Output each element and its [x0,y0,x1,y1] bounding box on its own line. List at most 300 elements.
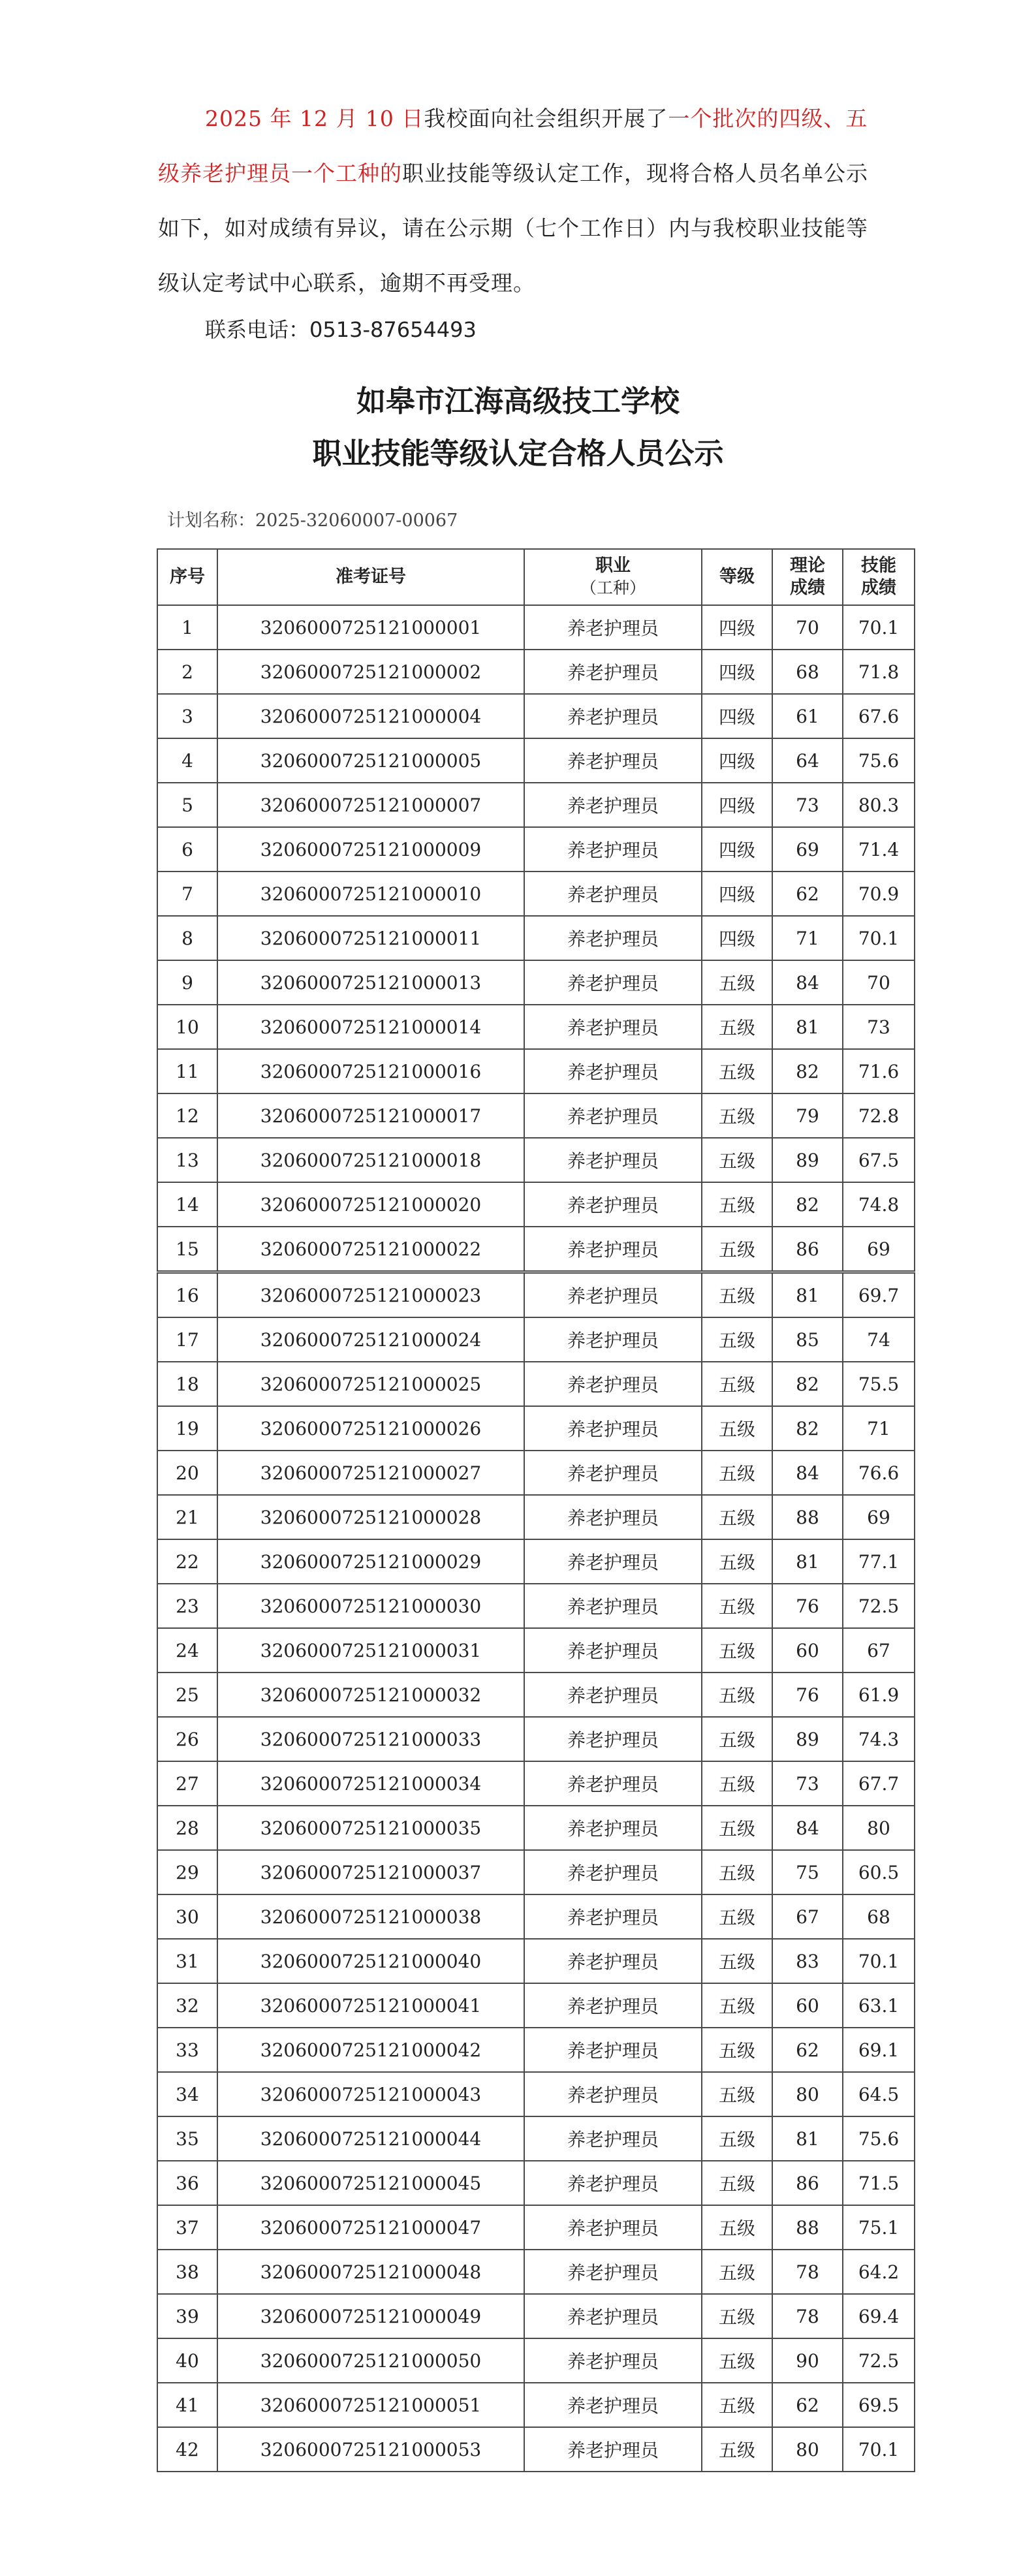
cell-job: 养老护理员 [524,1539,702,1584]
cell-no: 31 [157,1939,217,1983]
cell-theory: 83 [772,1939,843,1983]
cell-exam-id: 3206000725121000030 [217,1584,524,1628]
cell-theory: 60 [772,1983,843,2028]
notice-date: 2025 年 12 月 10 日 [205,106,424,131]
cell-no: 9 [157,960,217,1005]
table-header-row [157,549,915,605]
cell-job: 养老护理员 [524,1628,702,1673]
results-table [157,548,915,2472]
cell-level: 四级 [702,783,772,827]
contact-phone: 联系电话：0513-87654493 [205,317,477,342]
cell-level: 五级 [702,2161,772,2205]
cell-level: 五级 [702,1362,772,1406]
cell-no: 32 [157,1983,217,2028]
cell-theory: 78 [772,2250,843,2294]
cell-exam-id: 3206000725121000041 [217,1983,524,2028]
cell-theory: 84 [772,1451,843,1495]
cell-job: 养老护理员 [524,1850,702,1894]
cell-exam-id: 3206000725121000023 [217,1272,524,1318]
cell-job: 养老护理员 [524,1495,702,1539]
cell-exam-id: 3206000725121000009 [217,827,524,872]
cell-no: 16 [157,1272,217,1318]
cell-level: 五级 [702,2072,772,2116]
cell-job: 养老护理员 [524,1227,702,1272]
table-row [157,2294,915,2338]
cell-job: 养老护理员 [524,1317,702,1362]
cell-exam-id: 3206000725121000010 [217,872,524,916]
cell-skill: 67 [843,1628,915,1673]
cell-theory: 64 [772,738,843,783]
col-header-no: 序号 [157,549,217,605]
cell-theory: 80 [772,2072,843,2116]
table-row [157,1138,915,1182]
cell-skill: 69.7 [843,1272,915,1318]
cell-level: 五级 [702,1495,772,1539]
cell-exam-id: 3206000725121000049 [217,2294,524,2338]
cell-theory: 73 [772,783,843,827]
cell-level: 五级 [702,1272,772,1318]
table-row [157,1673,915,1717]
cell-level: 五级 [702,1628,772,1673]
cell-theory: 70 [772,605,843,650]
cell-exam-id: 3206000725121000033 [217,1717,524,1761]
cell-level: 五级 [702,1406,772,1451]
cell-exam-id: 3206000725121000004 [217,694,524,738]
table-row [157,2383,915,2427]
cell-level: 四级 [702,827,772,872]
col-header-skill-line2: 成绩 [861,578,896,598]
cell-no: 39 [157,2294,217,2338]
cell-exam-id: 3206000725121000037 [217,1850,524,1894]
cell-exam-id: 3206000725121000042 [217,2028,524,2072]
cell-exam-id: 3206000725121000032 [217,1673,524,1717]
cell-exam-id: 3206000725121000002 [217,650,524,694]
cell-exam-id: 3206000725121000016 [217,1049,524,1093]
cell-job: 养老护理员 [524,960,702,1005]
cell-no: 21 [157,1495,217,1539]
cell-job: 养老护理员 [524,650,702,694]
cell-exam-id: 3206000725121000024 [217,1317,524,1362]
cell-job: 养老护理员 [524,1005,702,1049]
cell-exam-id: 3206000725121000044 [217,2116,524,2161]
cell-skill: 71.5 [843,2161,915,2205]
cell-level: 五级 [702,2383,772,2427]
cell-job: 养老护理员 [524,916,702,960]
cell-theory: 69 [772,827,843,872]
cell-no: 18 [157,1362,217,1406]
cell-level: 五级 [702,1182,772,1227]
cell-job: 养老护理员 [524,2383,702,2427]
cell-level: 五级 [702,2338,772,2383]
cell-theory: 61 [772,694,843,738]
table-row [157,783,915,827]
cell-job: 养老护理员 [524,1806,702,1850]
col-header-skill [843,549,915,605]
cell-job: 养老护理员 [524,1983,702,2028]
cell-exam-id: 3206000725121000018 [217,1138,524,1182]
cell-no: 5 [157,783,217,827]
cell-skill: 75.1 [843,2205,915,2250]
table-row [157,1272,915,1318]
cell-no: 24 [157,1628,217,1673]
cell-theory: 75 [772,1850,843,1894]
cell-exam-id: 3206000725121000007 [217,783,524,827]
col-header-job-line1: 职业 [595,556,631,576]
cell-level: 五级 [702,1761,772,1806]
table-row [157,2250,915,2294]
cell-exam-id: 3206000725121000048 [217,2250,524,2294]
cell-theory: 78 [772,2294,843,2338]
table-row [157,1005,915,1049]
cell-no: 1 [157,605,217,650]
cell-theory: 82 [772,1182,843,1227]
cell-no: 30 [157,1894,217,1939]
cell-skill: 75.6 [843,2116,915,2161]
cell-job: 养老护理员 [524,1761,702,1806]
cell-level: 五级 [702,1093,772,1138]
cell-level: 五级 [702,1806,772,1850]
cell-no: 15 [157,1227,217,1272]
cell-theory: 85 [772,1317,843,1362]
cell-skill: 64.5 [843,2072,915,2116]
cell-skill: 75.5 [843,1362,915,1406]
cell-skill: 68 [843,1894,915,1939]
col-header-exam-id: 准考证号 [217,549,524,605]
cell-level: 五级 [702,2294,772,2338]
cell-skill: 69 [843,1227,915,1272]
cell-skill: 80 [843,1806,915,1850]
cell-level: 五级 [702,1673,772,1717]
cell-no: 10 [157,1005,217,1049]
table-row [157,1983,915,2028]
cell-exam-id: 3206000725121000029 [217,1539,524,1584]
cell-skill: 70.1 [843,916,915,960]
cell-theory: 90 [772,2338,843,2383]
cell-level: 五级 [702,1227,772,1272]
table-row [157,2161,915,2205]
cell-level: 五级 [702,2205,772,2250]
table-row [157,2205,915,2250]
cell-skill: 70.1 [843,2427,915,2472]
cell-exam-id: 3206000725121000040 [217,1939,524,1983]
cell-exam-id: 3206000725121000053 [217,2427,524,2472]
cell-exam-id: 3206000725121000034 [217,1761,524,1806]
table-row [157,1894,915,1939]
cell-level: 五级 [702,2427,772,2472]
cell-level: 四级 [702,916,772,960]
table-row [157,1093,915,1138]
cell-job: 养老护理员 [524,2161,702,2205]
cell-theory: 62 [772,872,843,916]
cell-no: 27 [157,1761,217,1806]
cell-theory: 80 [772,2427,843,2472]
cell-skill: 70.1 [843,1939,915,1983]
cell-level: 五级 [702,1939,772,1983]
table-row [157,1584,915,1628]
cell-exam-id: 3206000725121000025 [217,1362,524,1406]
cell-skill: 71.4 [843,827,915,872]
cell-exam-id: 3206000725121000026 [217,1406,524,1451]
cell-level: 五级 [702,1005,772,1049]
cell-exam-id: 3206000725121000017 [217,1093,524,1138]
cell-level: 五级 [702,1584,772,1628]
cell-skill: 64.2 [843,2250,915,2294]
cell-exam-id: 3206000725121000014 [217,1005,524,1049]
cell-job: 养老护理员 [524,1673,702,1717]
cell-theory: 82 [772,1406,843,1451]
page-title: 职业技能等级认定合格人员公示 [312,436,724,471]
table-row [157,1539,915,1584]
cell-theory: 62 [772,2383,843,2427]
cell-no: 11 [157,1049,217,1093]
cell-theory: 89 [772,1138,843,1182]
cell-job: 养老护理员 [524,1451,702,1495]
cell-exam-id: 3206000725121000013 [217,960,524,1005]
cell-job: 养老护理员 [524,2294,702,2338]
notice-paragraph [158,91,883,311]
cell-level: 五级 [702,2250,772,2294]
cell-theory: 88 [772,1495,843,1539]
table-row [157,827,915,872]
cell-no: 19 [157,1406,217,1451]
cell-no: 25 [157,1673,217,1717]
cell-level: 五级 [702,1717,772,1761]
cell-theory: 81 [772,1272,843,1318]
table-row [157,1806,915,1850]
cell-skill: 73 [843,1005,915,1049]
cell-skill: 74 [843,1317,915,1362]
table-row [157,1761,915,1806]
cell-skill: 74.3 [843,1717,915,1761]
cell-job: 养老护理员 [524,2250,702,2294]
cell-no: 28 [157,1806,217,1850]
cell-job: 养老护理员 [524,827,702,872]
cell-skill: 60.5 [843,1850,915,1894]
cell-no: 41 [157,2383,217,2427]
cell-skill: 80.3 [843,783,915,827]
cell-level: 五级 [702,1983,772,2028]
cell-no: 42 [157,2427,217,2472]
cell-no: 22 [157,1539,217,1584]
cell-job: 养老护理员 [524,1717,702,1761]
cell-skill: 70.9 [843,872,915,916]
table-row [157,1182,915,1227]
cell-skill: 75.6 [843,738,915,783]
cell-job: 养老护理员 [524,2028,702,2072]
cell-level: 五级 [702,1317,772,1362]
cell-level: 五级 [702,2028,772,2072]
table-row [157,1451,915,1495]
cell-theory: 81 [772,1005,843,1049]
cell-skill: 70.1 [843,605,915,650]
col-header-theory [772,549,843,605]
notice-batch: 一个批次的四级、五级养老护理员一个工种的 [158,106,868,186]
cell-level: 五级 [702,1539,772,1584]
table-row [157,2116,915,2161]
cell-level: 五级 [702,2116,772,2161]
cell-exam-id: 3206000725121000047 [217,2205,524,2250]
cell-theory: 76 [772,1673,843,1717]
cell-no: 7 [157,872,217,916]
cell-job: 养老护理员 [524,694,702,738]
cell-job: 养老护理员 [524,1093,702,1138]
cell-no: 37 [157,2205,217,2250]
cell-no: 23 [157,1584,217,1628]
table-row [157,1406,915,1451]
cell-exam-id: 3206000725121000028 [217,1495,524,1539]
cell-skill: 69 [843,1495,915,1539]
cell-no: 20 [157,1451,217,1495]
cell-exam-id: 3206000725121000050 [217,2338,524,2383]
cell-skill: 74.8 [843,1182,915,1227]
plan-name: 计划名称：2025-32060007-00067 [167,510,458,531]
cell-skill: 71 [843,1406,915,1451]
table-row [157,2427,915,2472]
col-header-skill-line1: 技能 [861,556,896,576]
cell-job: 养老护理员 [524,1049,702,1093]
cell-theory: 81 [772,2116,843,2161]
notice-text-2: 职业技能等级认定工作，现将合格人员名单公示如下，如对成绩有异议，请在公示期（七个工作日）内与我校职业技能等级认定考试中心联系，逾期不再受理。 [158,161,868,296]
cell-theory: 86 [772,2161,843,2205]
cell-skill: 72.5 [843,2338,915,2383]
table-body [157,605,915,2472]
cell-theory: 60 [772,1628,843,1673]
cell-exam-id: 3206000725121000038 [217,1894,524,1939]
cell-exam-id: 3206000725121000020 [217,1182,524,1227]
cell-no: 13 [157,1138,217,1182]
cell-job: 养老护理员 [524,2072,702,2116]
cell-theory: 86 [772,1227,843,1272]
table-row [157,1850,915,1894]
cell-no: 35 [157,2116,217,2161]
cell-skill: 70 [843,960,915,1005]
table-row [157,1362,915,1406]
cell-level: 四级 [702,872,772,916]
cell-level: 五级 [702,960,772,1005]
table-row [157,2072,915,2116]
cell-exam-id: 3206000725121000031 [217,1628,524,1673]
cell-job: 养老护理员 [524,1939,702,1983]
cell-no: 34 [157,2072,217,2116]
cell-theory: 73 [772,1761,843,1806]
cell-job: 养老护理员 [524,1406,702,1451]
cell-theory: 76 [772,1584,843,1628]
cell-level: 五级 [702,1049,772,1093]
cell-job: 养老护理员 [524,1894,702,1939]
col-header-theory-line2: 成绩 [790,578,825,598]
cell-no: 6 [157,827,217,872]
cell-skill: 71.6 [843,1049,915,1093]
cell-level: 四级 [702,605,772,650]
cell-skill: 67.5 [843,1138,915,1182]
cell-theory: 68 [772,650,843,694]
cell-job: 养老护理员 [524,1362,702,1406]
cell-no: 3 [157,694,217,738]
table-row [157,738,915,783]
cell-job: 养老护理员 [524,1272,702,1318]
cell-skill: 63.1 [843,1983,915,2028]
table-row [157,1049,915,1093]
cell-no: 36 [157,2161,217,2205]
cell-theory: 79 [772,1093,843,1138]
cell-no: 14 [157,1182,217,1227]
cell-theory: 62 [772,2028,843,2072]
table-row [157,2028,915,2072]
col-header-job [524,549,702,605]
cell-exam-id: 3206000725121000005 [217,738,524,783]
cell-level: 四级 [702,650,772,694]
cell-exam-id: 3206000725121000011 [217,916,524,960]
cell-no: 12 [157,1093,217,1138]
col-header-level: 等级 [702,549,772,605]
cell-job: 养老护理员 [524,738,702,783]
cell-theory: 82 [772,1362,843,1406]
cell-exam-id: 3206000725121000051 [217,2383,524,2427]
school-title: 如皋市江海高级技工学校 [356,384,680,418]
cell-theory: 67 [772,1894,843,1939]
table-row [157,1717,915,1761]
table-row [157,1227,915,1272]
col-header-theory-line1: 理论 [790,556,825,576]
cell-theory: 89 [772,1717,843,1761]
cell-job: 养老护理员 [524,1584,702,1628]
cell-exam-id: 3206000725121000043 [217,2072,524,2116]
cell-job: 养老护理员 [524,2116,702,2161]
notice-text-1: 我校面向社会组织开展了 [424,106,668,131]
col-header-job-line2: （工种） [580,578,646,597]
table-row [157,960,915,1005]
cell-job: 养老护理员 [524,605,702,650]
cell-no: 4 [157,738,217,783]
cell-skill: 67.7 [843,1761,915,1806]
table-row [157,916,915,960]
cell-job: 养老护理员 [524,2427,702,2472]
table-row [157,2338,915,2383]
cell-theory: 88 [772,2205,843,2250]
table-row [157,1317,915,1362]
table-row [157,694,915,738]
cell-skill: 77.1 [843,1539,915,1584]
cell-skill: 67.6 [843,694,915,738]
cell-no: 26 [157,1717,217,1761]
cell-level: 四级 [702,694,772,738]
cell-level: 五级 [702,1850,772,1894]
cell-level: 五级 [702,1451,772,1495]
cell-no: 40 [157,2338,217,2383]
cell-theory: 84 [772,1806,843,1850]
table-row [157,1939,915,1983]
cell-skill: 72.8 [843,1093,915,1138]
cell-skill: 76.6 [843,1451,915,1495]
cell-skill: 69.5 [843,2383,915,2427]
cell-exam-id: 3206000725121000022 [217,1227,524,1272]
cell-skill: 61.9 [843,1673,915,1717]
cell-exam-id: 3206000725121000045 [217,2161,524,2205]
cell-job: 养老护理员 [524,2205,702,2250]
cell-job: 养老护理员 [524,872,702,916]
cell-no: 17 [157,1317,217,1362]
cell-theory: 84 [772,960,843,1005]
cell-job: 养老护理员 [524,783,702,827]
cell-theory: 71 [772,916,843,960]
cell-exam-id: 3206000725121000035 [217,1806,524,1850]
cell-job: 养老护理员 [524,1182,702,1227]
cell-exam-id: 3206000725121000001 [217,605,524,650]
cell-no: 33 [157,2028,217,2072]
cell-skill: 71.8 [843,650,915,694]
cell-level: 五级 [702,1894,772,1939]
table-row [157,605,915,650]
